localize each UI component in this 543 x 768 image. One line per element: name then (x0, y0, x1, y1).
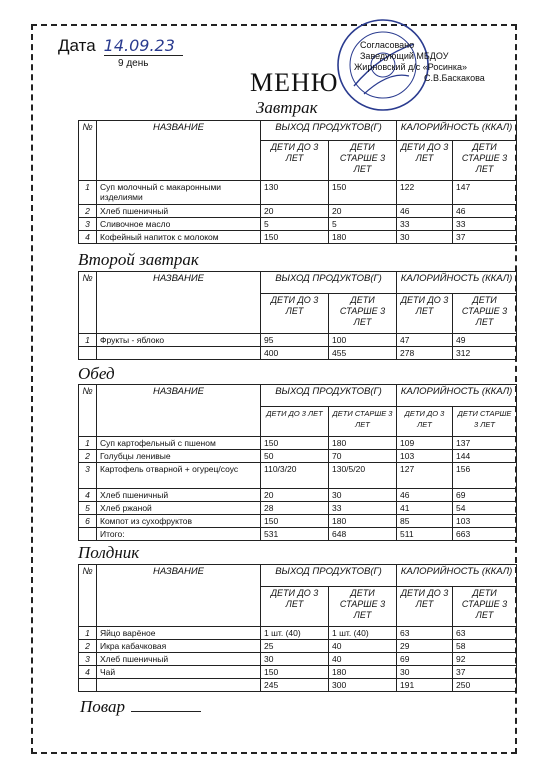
cell-c2: 49 (453, 334, 517, 347)
col-yield-under3: ДЕТИ ДО 3 ЛЕТ (261, 141, 329, 181)
cell-num: 2 (79, 640, 97, 653)
cell-name: Кофейный напиток с молоком (97, 231, 261, 244)
cell-c2: 63 (453, 627, 517, 640)
col-cal-over3: ДЕТИ СТАРШЕ 3 ЛЕТ (453, 587, 517, 627)
cell-c2: 54 (453, 502, 517, 515)
cell-num: 1 (79, 334, 97, 347)
cell-y1: 150 (261, 231, 329, 244)
date-label: Дата (58, 36, 96, 55)
cell-y1: 28 (261, 502, 329, 515)
cell-c1: 41 (397, 502, 453, 515)
cell-num: 2 (79, 205, 97, 218)
cell-num (79, 679, 97, 692)
cook-label: Повар (80, 697, 126, 716)
cell-name: Хлеб пшеничный (97, 653, 261, 666)
section-title-second-breakfast: Второй завтрак (78, 250, 199, 269)
cell-c1: 46 (397, 489, 453, 502)
cell-y1: 20 (261, 489, 329, 502)
cell-y2: 33 (329, 502, 397, 515)
cell-c2: 663 (453, 528, 517, 541)
col-yield-over3: ДЕТИ СТАРШЕ 3 ЛЕТ (329, 141, 397, 181)
cell-num (79, 528, 97, 541)
cell-c1: 29 (397, 640, 453, 653)
col-num: № (79, 121, 97, 181)
cell-name: Суп молочный с макаронными изделиями (97, 181, 261, 205)
col-num: № (79, 385, 97, 437)
cell-c2: 137 (453, 437, 517, 450)
cell-y2: 70 (329, 450, 397, 463)
cell-c2: 46 (453, 205, 517, 218)
col-name: НАЗВАНИЕ (97, 565, 261, 627)
table-row (79, 463, 517, 489)
cell-num: 1 (79, 437, 97, 450)
cell-c2: 69 (453, 489, 517, 502)
cell-c2: 33 (453, 218, 517, 231)
cell-num: 5 (79, 502, 97, 515)
table-row (79, 218, 517, 231)
col-name: НАЗВАНИЕ (97, 385, 261, 437)
approval-line: Заведующий МБДОУ (360, 51, 449, 61)
cell-c1: 511 (397, 528, 453, 541)
cell-c2: 37 (453, 666, 517, 679)
col-cal-over3: ДЕТИ СТАРШЕ 3 ЛЕТ (453, 141, 517, 181)
col-cal-under3: ДЕТИ ДО 3 ЛЕТ (397, 407, 453, 437)
col-yield-over3: ДЕТИ СТАРШЕ 3 ЛЕТ (329, 587, 397, 627)
cell-c2: 144 (453, 450, 517, 463)
approval-line: Жирновский д/с «Росинка» (354, 62, 468, 72)
cell-name: Хлеб ржаной (97, 502, 261, 515)
cell-c1: 122 (397, 181, 453, 205)
section-title-snack: Полдник (78, 543, 140, 562)
cell-c1: 33 (397, 218, 453, 231)
col-num: № (79, 272, 97, 334)
cell-num: 4 (79, 231, 97, 244)
cell-c2: 147 (453, 181, 517, 205)
cell-y1: 130 (261, 181, 329, 205)
cell-y2: 40 (329, 640, 397, 653)
cell-y1: 150 (261, 666, 329, 679)
table-breakfast (78, 120, 517, 244)
day-number: 9 день (118, 58, 149, 69)
cell-c2: 58 (453, 640, 517, 653)
cell-name: Фрукты - яблоко (97, 334, 261, 347)
table-row (79, 679, 517, 692)
col-name: НАЗВАНИЕ (97, 272, 261, 334)
section-title-lunch: Обед (78, 364, 115, 383)
cell-y2: 150 (329, 181, 397, 205)
table-snack (78, 564, 517, 692)
cell-c1: 278 (397, 347, 453, 360)
cell-c1: 30 (397, 666, 453, 679)
cell-y1: 150 (261, 437, 329, 450)
table-row (79, 437, 517, 450)
cell-name: Суп картофельный с пшеном (97, 437, 261, 450)
cell-num: 2 (79, 450, 97, 463)
cell-name: Картофель отварной + огурец/соус (97, 463, 261, 489)
cell-y1: 1 шт. (40) (261, 627, 329, 640)
table-row (79, 627, 517, 640)
table-row (79, 653, 517, 666)
table-row (79, 450, 517, 463)
col-name: НАЗВАНИЕ (97, 121, 261, 181)
cell-num: 4 (79, 666, 97, 679)
cell-c2: 250 (453, 679, 517, 692)
cell-y2: 1 шт. (40) (329, 627, 397, 640)
cell-name: Итого: (97, 528, 261, 541)
table-row (79, 515, 517, 528)
table-row (79, 502, 517, 515)
cell-y1: 400 (261, 347, 329, 360)
cell-c1: 103 (397, 450, 453, 463)
cell-c2: 92 (453, 653, 517, 666)
cell-name: Яйцо варёное (97, 627, 261, 640)
col-num: № (79, 565, 97, 627)
col-yield: ВЫХОД ПРОДУКТОВ(Г) (261, 121, 397, 141)
cell-y2: 455 (329, 347, 397, 360)
cell-y2: 100 (329, 334, 397, 347)
cell-num: 1 (79, 181, 97, 205)
table-second-breakfast (78, 271, 517, 360)
table-lunch (78, 384, 517, 541)
cell-y2: 130/5/20 (329, 463, 397, 489)
cell-c1: 30 (397, 231, 453, 244)
table-row (79, 205, 517, 218)
table-row (79, 666, 517, 679)
cell-c1: 127 (397, 463, 453, 489)
cell-y1: 150 (261, 515, 329, 528)
col-calories: КАЛОРИЙНОСТЬ (ККАЛ) (397, 565, 517, 587)
col-yield: ВЫХОД ПРОДУКТОВ(Г) (261, 385, 397, 407)
cell-y1: 30 (261, 653, 329, 666)
col-calories: КАЛОРИЙНОСТЬ (ККАЛ) (397, 385, 517, 407)
col-cal-under3: ДЕТИ ДО 3 ЛЕТ (397, 587, 453, 627)
cell-y2: 20 (329, 205, 397, 218)
cell-y1: 95 (261, 334, 329, 347)
col-yield: ВЫХОД ПРОДУКТОВ(Г) (261, 565, 397, 587)
cell-y2: 180 (329, 437, 397, 450)
cell-name: Чай (97, 666, 261, 679)
cell-y1: 110/3/20 (261, 463, 329, 489)
cell-name: Хлеб пшеничный (97, 489, 261, 502)
col-calories: КАЛОРИЙНОСТЬ (ККАЛ) (397, 272, 517, 294)
signature-line (131, 711, 201, 712)
col-yield-over3: ДЕТИ СТАРШЕ 3 ЛЕТ (329, 294, 397, 334)
table-row (79, 231, 517, 244)
cell-y2: 180 (329, 515, 397, 528)
cell-name: Хлеб пшеничный (97, 205, 261, 218)
col-yield-under3: ДЕТИ ДО 3 ЛЕТ (261, 407, 329, 437)
cell-name: Сливочное масло (97, 218, 261, 231)
cell-y1: 531 (261, 528, 329, 541)
cell-num: 1 (79, 627, 97, 640)
cell-num: 6 (79, 515, 97, 528)
cell-y1: 245 (261, 679, 329, 692)
cell-num (79, 347, 97, 360)
cell-name (97, 347, 261, 360)
cell-y2: 30 (329, 489, 397, 502)
cell-c1: 191 (397, 679, 453, 692)
col-yield-under3: ДЕТИ ДО 3 ЛЕТ (261, 294, 329, 334)
cell-num: 3 (79, 463, 97, 489)
cell-c1: 69 (397, 653, 453, 666)
col-calories: КАЛОРИЙНОСТЬ (ККАЛ) (397, 121, 517, 141)
cell-c1: 63 (397, 627, 453, 640)
col-cal-under3: ДЕТИ ДО 3 ЛЕТ (397, 294, 453, 334)
cell-c2: 37 (453, 231, 517, 244)
cook-signature (80, 697, 201, 717)
cell-c1: 109 (397, 437, 453, 450)
cell-y2: 180 (329, 231, 397, 244)
cell-c2: 103 (453, 515, 517, 528)
cell-num: 4 (79, 489, 97, 502)
approval-line: Согласовано (360, 40, 415, 50)
table-row (79, 640, 517, 653)
cell-y1: 20 (261, 205, 329, 218)
section-title-breakfast: Завтрак (256, 98, 318, 117)
cell-y1: 5 (261, 218, 329, 231)
table-row (79, 334, 517, 347)
cell-num: 3 (79, 218, 97, 231)
cell-name: Голубцы ленивые (97, 450, 261, 463)
date-line (58, 36, 183, 56)
col-yield: ВЫХОД ПРОДУКТОВ(Г) (261, 272, 397, 294)
cell-c2: 156 (453, 463, 517, 489)
cell-name: Компот из сухофруктов (97, 515, 261, 528)
table-row (79, 181, 517, 205)
cell-y2: 180 (329, 666, 397, 679)
approval-line: С.В.Баскакова (424, 73, 485, 83)
col-yield-over3: ДЕТИ СТАРШЕ 3 ЛЕТ (329, 407, 397, 437)
cell-y1: 50 (261, 450, 329, 463)
cell-y2: 5 (329, 218, 397, 231)
col-cal-over3: ДЕТИ СТАРШЕ 3 ЛЕТ (453, 407, 517, 437)
col-yield-under3: ДЕТИ ДО 3 ЛЕТ (261, 587, 329, 627)
cell-y2: 648 (329, 528, 397, 541)
cell-c1: 47 (397, 334, 453, 347)
cell-y2: 40 (329, 653, 397, 666)
date-value: 14.09.23 (104, 36, 183, 56)
cell-name: Икра кабачковая (97, 640, 261, 653)
approval-block (354, 40, 500, 84)
cell-c1: 85 (397, 515, 453, 528)
table-row (79, 347, 517, 360)
cell-num: 3 (79, 653, 97, 666)
cell-y1: 25 (261, 640, 329, 653)
col-cal-over3: ДЕТИ СТАРШЕ 3 ЛЕТ (453, 294, 517, 334)
page-title: МЕНЮ (250, 68, 339, 97)
cell-y2: 300 (329, 679, 397, 692)
cell-c2: 312 (453, 347, 517, 360)
table-row (79, 489, 517, 502)
table-row (79, 528, 517, 541)
cell-name (97, 679, 261, 692)
col-cal-under3: ДЕТИ ДО 3 ЛЕТ (397, 141, 453, 181)
cell-c1: 46 (397, 205, 453, 218)
